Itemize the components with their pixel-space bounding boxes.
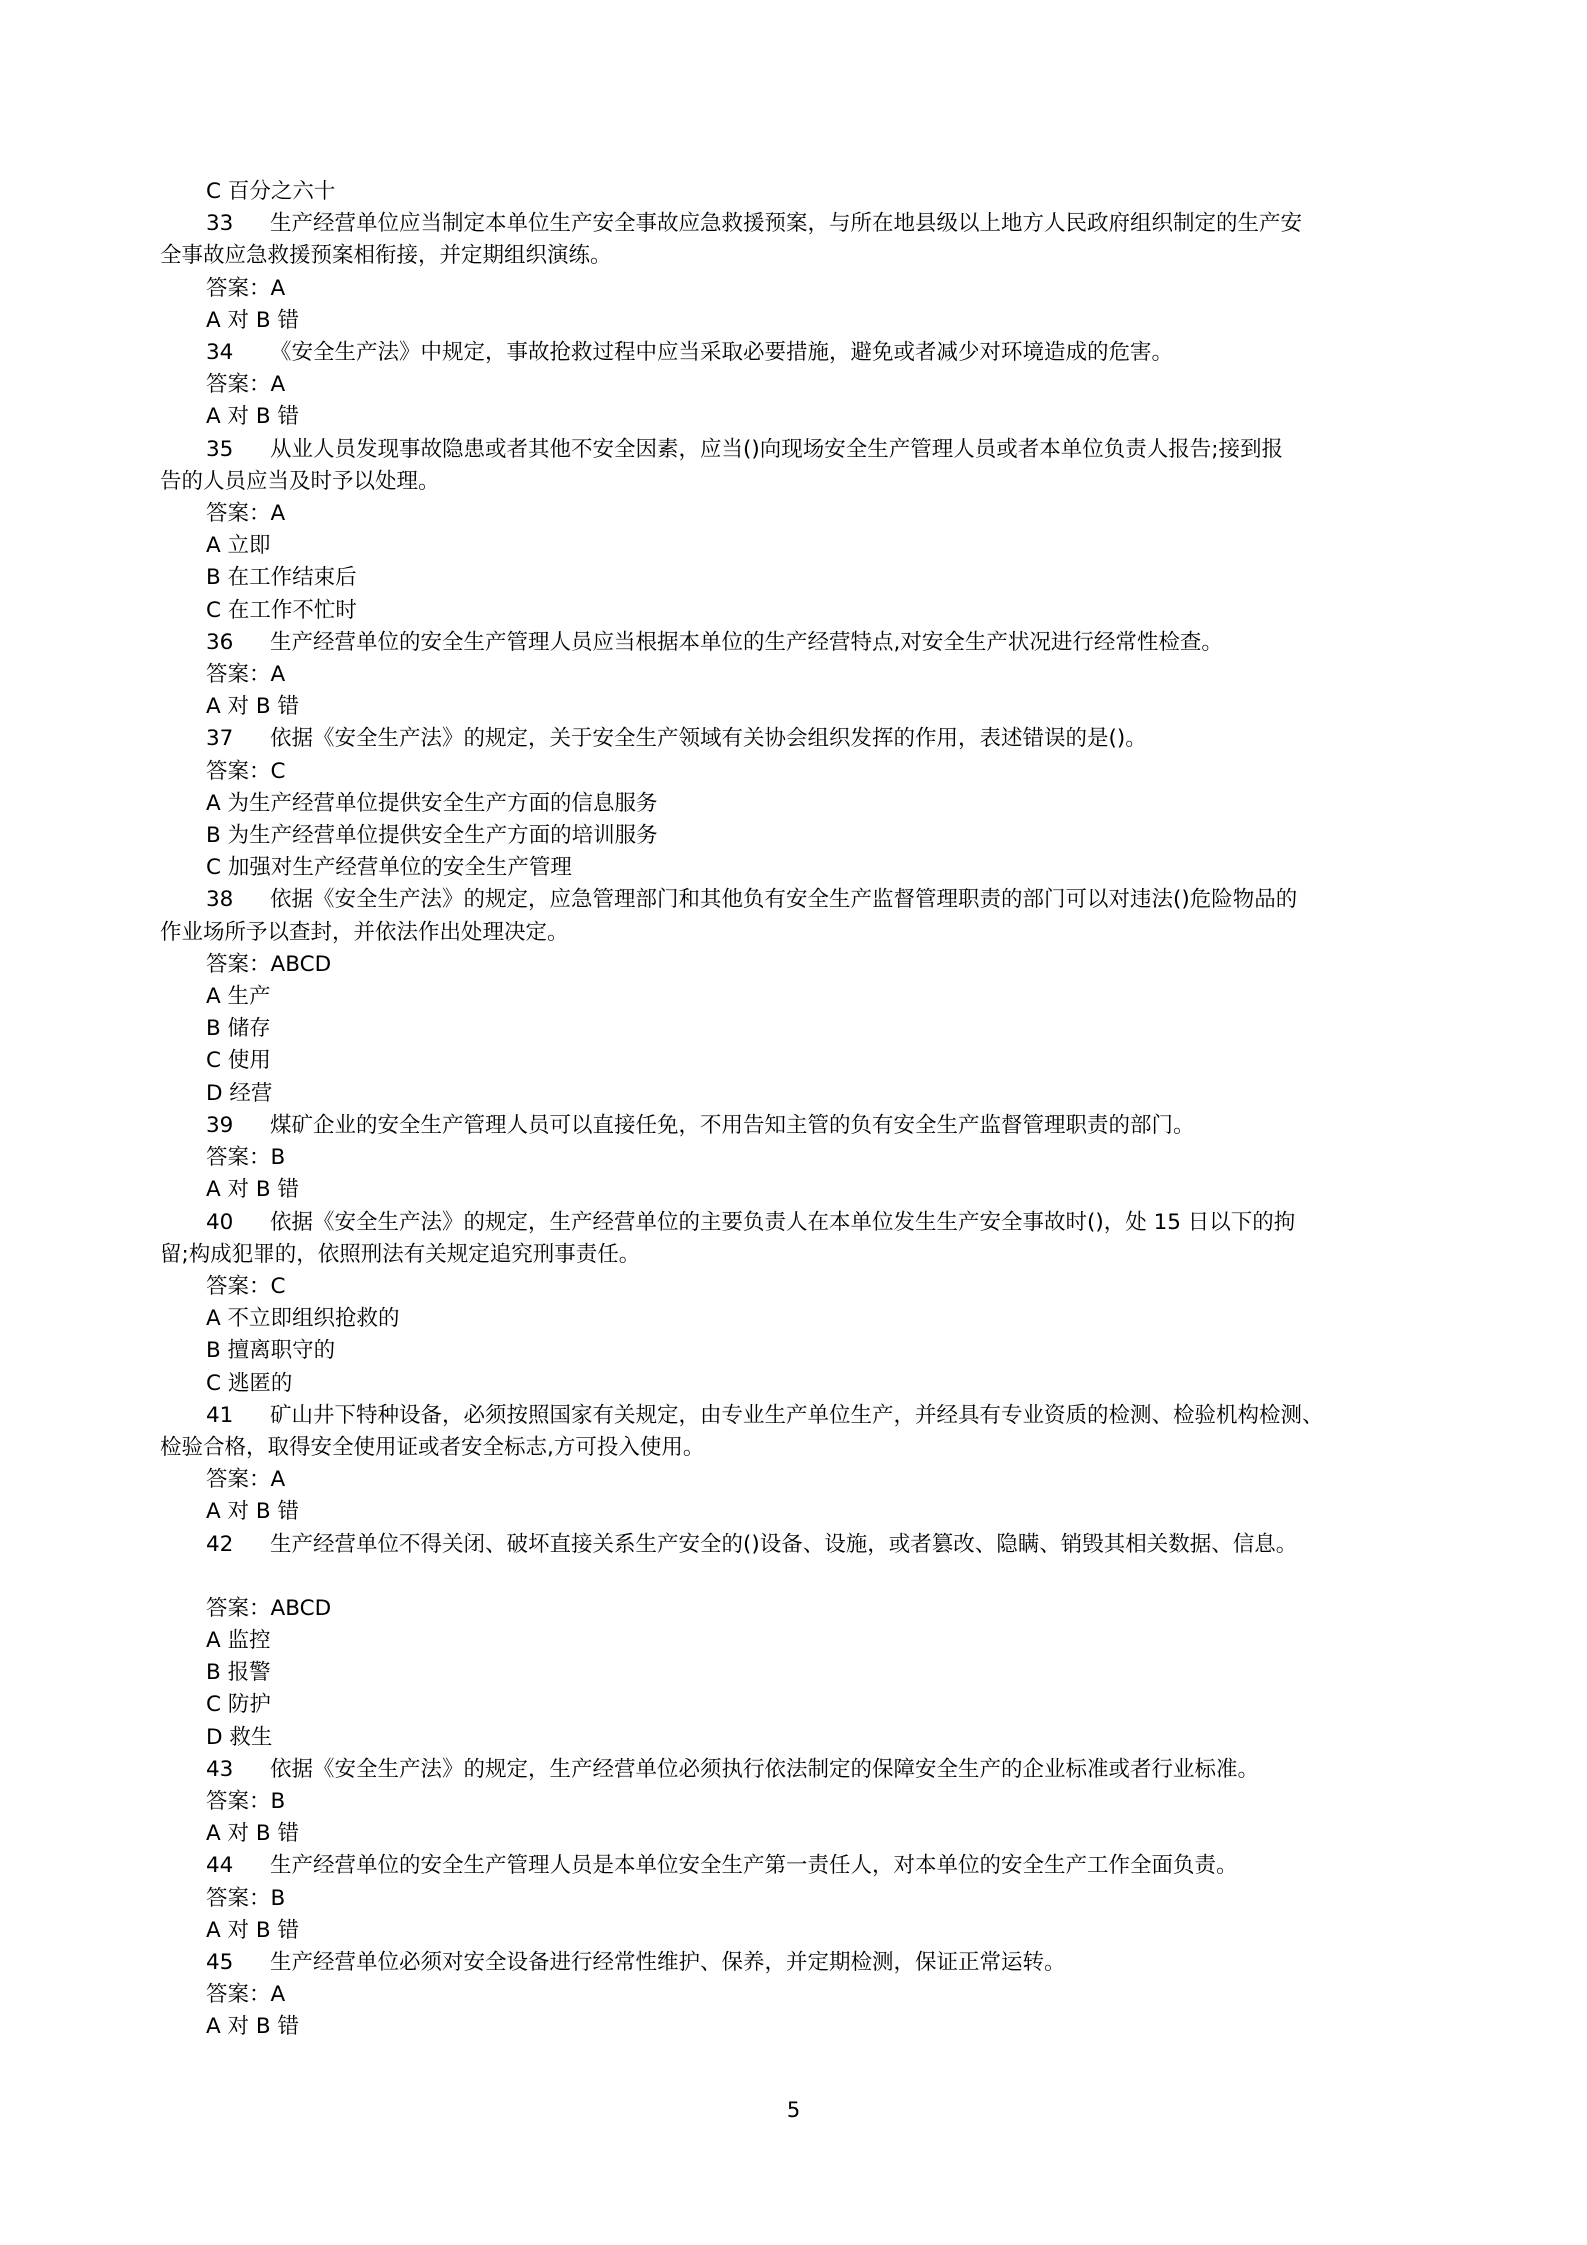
question-text: 依据《安全生产法》的规定，应急管理部门和其他负有安全生产监督管理职责的部门可以对违法()危险物品的 — [270, 887, 1298, 913]
question-text: 依据《安全生产法》的规定，生产经营单位的主要负责人在本单位发生生产安全事故时()，处 15 日以下的拘 — [270, 1209, 1296, 1235]
option-line: C 逃匿的 — [206, 1370, 293, 1396]
answer-line: 答案：C — [206, 1273, 286, 1299]
question-35 — [160, 434, 1430, 498]
option-line: B 为生产经营单位提供安全生产方面的培训服务 — [206, 823, 658, 849]
question-text: 生产经营单位必须对安全设备进行经常性维护、保养，并定期检测，保证正常运转。 — [270, 1949, 1066, 1975]
option-line: C 百分之六十 — [206, 179, 336, 204]
question-44 — [160, 1850, 1430, 1882]
option-line: A 对 B 错 — [206, 694, 299, 720]
question-number: 41 — [206, 1402, 234, 1428]
answer-line: 答案：C — [206, 758, 286, 784]
question-39 — [160, 1110, 1430, 1142]
option-line: B 报警 — [206, 1660, 271, 1686]
answer-line: 答案：B — [206, 1885, 286, 1911]
answer-line: 答案：B — [206, 1145, 286, 1171]
question-number: 39 — [206, 1112, 234, 1138]
question-text: 《安全生产法》中规定，事故抢救过程中应当采取必要措施，避免或者减少对环境造成的危害。 — [270, 340, 1174, 366]
question-text: 生产经营单位应当制定本单位生产安全事故应急救援预案，与所在地县级以上地方人民政府组织制定的生产安 — [270, 211, 1303, 237]
answer-line: 答案：A — [206, 1982, 286, 2008]
option-line: A 不立即组织抢救的 — [206, 1306, 400, 1332]
question-text-continued: 全事故应急救援预案相衔接，并定期组织演练。 — [160, 243, 612, 269]
question-text: 依据《安全生产法》的规定，生产经营单位必须执行依法制定的保障安全生产的企业标准或者行业标准。 — [270, 1756, 1260, 1782]
page-number: 5 — [786, 2098, 801, 2122]
question-text: 依据《安全生产法》的规定，关于安全生产领域有关协会组织发挥的作用，表述错误的是()。 — [270, 726, 1147, 752]
question-list — [160, 176, 1430, 2044]
option-line: C 在工作不忙时 — [206, 597, 357, 623]
answer-line: 答案：A — [206, 372, 286, 398]
option-line: D 经营 — [206, 1080, 273, 1106]
option-line: A 生产 — [206, 984, 271, 1010]
option-line: A 对 B 错 — [206, 1821, 299, 1847]
answer-line: 答案：A — [206, 275, 286, 301]
option-line: A 对 B 错 — [206, 1499, 299, 1525]
question-37 — [160, 723, 1430, 755]
option-line: C 使用 — [206, 1048, 271, 1074]
option-line: B 储存 — [206, 1016, 271, 1042]
option-line: A 为生产经营单位提供安全生产方面的信息服务 — [206, 790, 658, 816]
answer-line: 答案：A — [206, 501, 286, 527]
question-number: 34 — [206, 340, 234, 366]
question-number: 43 — [206, 1756, 234, 1782]
question-42 — [160, 1529, 1430, 1561]
question-text-continued: 检验合格，取得安全使用证或者安全标志,方可投入使用。 — [160, 1434, 705, 1460]
option-line: C 防护 — [206, 1692, 271, 1718]
option-line: C 加强对生产经营单位的安全生产管理 — [206, 855, 572, 881]
question-text-continued: 告的人员应当及时予以处理。 — [160, 468, 440, 494]
option-line: B 擅离职守的 — [206, 1338, 336, 1364]
option-line: A 对 B 错 — [206, 404, 299, 430]
question-34 — [160, 337, 1430, 369]
question-text: 煤矿企业的安全生产管理人员可以直接任免，不用告知主管的负有安全生产监督管理职责的部门。 — [270, 1112, 1195, 1138]
option-line: A 立即 — [206, 533, 271, 559]
option-line: A 对 B 错 — [206, 1177, 299, 1203]
question-text: 生产经营单位的安全生产管理人员应当根据本单位的生产经营特点,对安全生产状况进行经常性检查。 — [270, 629, 1223, 655]
question-38 — [160, 884, 1430, 948]
question-41 — [160, 1400, 1430, 1464]
question-number: 40 — [206, 1209, 234, 1235]
answer-line: 答案：ABCD — [206, 1595, 332, 1621]
question-36 — [160, 627, 1430, 659]
question-number: 37 — [206, 726, 234, 752]
option-line: A 对 B 错 — [206, 2014, 299, 2040]
question-43 — [160, 1754, 1430, 1786]
answer-line: 答案：A — [206, 662, 286, 688]
option-line: A 对 B 错 — [206, 1917, 299, 1943]
answer-line: 答案：ABCD — [206, 951, 332, 977]
question-45 — [160, 1947, 1430, 1979]
question-number: 42 — [206, 1531, 234, 1557]
question-number: 45 — [206, 1949, 234, 1975]
answer-line: 答案：A — [206, 1467, 286, 1493]
question-40 — [160, 1207, 1430, 1271]
question-number: 35 — [206, 436, 234, 462]
option-line: A 监控 — [206, 1627, 271, 1653]
option-line: B 在工作结束后 — [206, 565, 357, 591]
answer-line: 答案：B — [206, 1788, 286, 1814]
question-number: 33 — [206, 211, 234, 237]
option-line: D 救生 — [206, 1724, 273, 1750]
question-33 — [160, 208, 1430, 272]
question-text: 生产经营单位的安全生产管理人员是本单位安全生产第一责任人，对本单位的安全生产工作全面负责。 — [270, 1853, 1238, 1879]
question-number: 44 — [206, 1853, 234, 1879]
question-text-continued: 留;构成犯罪的，依照刑法有关规定追究刑事责任。 — [160, 1241, 641, 1267]
blank-line — [160, 1561, 1430, 1593]
question-text-continued: 作业场所予以查封，并依法作出处理决定。 — [160, 919, 569, 945]
question-text: 从业人员发现事故隐患或者其他不安全因素，应当()向现场安全生产管理人员或者本单位负责人报告;接到报 — [270, 436, 1284, 462]
question-text: 生产经营单位不得关闭、破坏直接关系生产安全的()设备、设施，或者篡改、隐瞒、销毁其相关数据、信息。 — [270, 1531, 1298, 1557]
question-number: 36 — [206, 629, 234, 655]
option-line: A 对 B 错 — [206, 307, 299, 333]
question-text: 矿山井下特种设备，必须按照国家有关规定，由专业生产单位生产，并经具有专业资质的检测、检验机构检测、 — [270, 1402, 1324, 1428]
question-number: 38 — [206, 887, 234, 913]
